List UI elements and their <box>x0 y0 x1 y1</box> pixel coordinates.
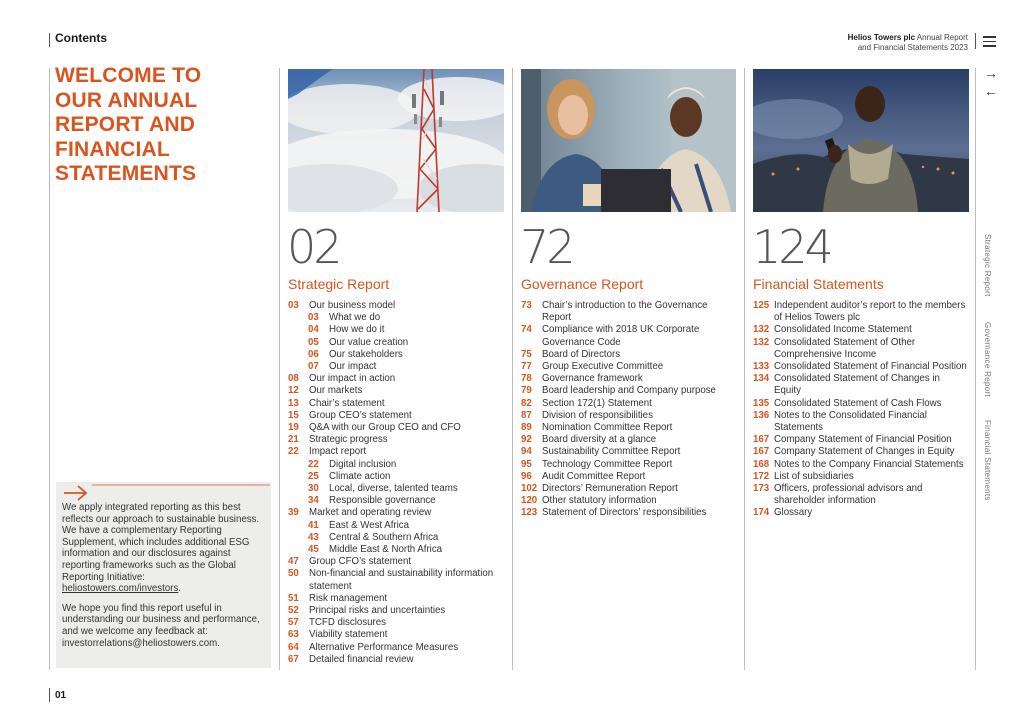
toc-item[interactable] <box>288 654 508 666</box>
section-title-financial[interactable]: Financial Statements <box>753 276 884 292</box>
toc-item-label: Alternative Performance Measures <box>309 641 459 653</box>
toc-item[interactable] <box>521 495 736 507</box>
toc-item[interactable] <box>288 568 508 592</box>
toc-item[interactable] <box>288 398 508 410</box>
toc-page-number: 95 <box>521 458 532 470</box>
intro-paragraph-1: We apply integrated reporting as this best reflects our approach to sustainable business. We have a complementary Reporting Supplement, which includes additional ESG information and our disclosures against reporting frameworks such as the Global Reporting Initiative: heliostowers.com/investors. <box>62 502 260 595</box>
toc-item[interactable] <box>288 410 508 422</box>
toc-page-number: 22 <box>288 446 299 458</box>
toc-item-label: Company Statement of Financial Position <box>774 434 952 446</box>
toc-page-number: 13 <box>288 397 299 409</box>
toc-page-number: 82 <box>521 397 532 409</box>
toc-item-label: Audit Committee Report <box>542 470 646 482</box>
toc-item-label: Central & Southern Africa <box>329 531 439 543</box>
toc-item[interactable] <box>288 544 508 556</box>
toc-item[interactable] <box>521 398 736 410</box>
toc-page-number: 67 <box>288 653 299 665</box>
toc-item-label: Our business model <box>309 300 396 311</box>
intro-paragraph-2: We hope you find this report useful in understanding our business and performance, and we welcome any feedback at: investorrelations@heliostowers.com. <box>62 602 260 649</box>
toc-item[interactable] <box>288 483 508 495</box>
toc-page-number: 123 <box>521 507 538 519</box>
toc-item[interactable] <box>288 471 508 483</box>
arrow-right-icon <box>62 484 270 502</box>
toc-item[interactable] <box>288 361 508 373</box>
toc-item[interactable] <box>521 422 736 434</box>
toc-item-label: Consolidated Statement of Cash Flows <box>774 397 942 409</box>
toc-item-label: Statement of Directors’ responsibilities <box>542 507 707 519</box>
toc-item-label: Consolidated Statement of Other Comprehensive Income <box>774 336 916 360</box>
phone-user-photo <box>753 69 969 212</box>
toc-item[interactable] <box>288 605 508 617</box>
toc-item-label: Responsible governance <box>329 495 436 507</box>
toc-page-number: 174 <box>753 507 770 519</box>
toc-item[interactable] <box>288 556 508 568</box>
toc-page-number: 73 <box>521 300 532 311</box>
toc-item[interactable] <box>288 642 508 654</box>
toc-item[interactable] <box>521 373 736 385</box>
toc-page-number: 134 <box>753 373 770 385</box>
toc-item-label: Notes to the Consolidated Financial Statements <box>774 409 927 434</box>
toc-item[interactable] <box>288 324 508 336</box>
toc-item[interactable] <box>288 312 508 324</box>
toc-item-label: Other statutory information <box>542 495 657 507</box>
toc-item-label: Market and operating review <box>309 507 432 519</box>
toc-item[interactable] <box>288 300 508 312</box>
toc-item[interactable] <box>288 520 508 532</box>
toc-page-number: 39 <box>288 507 299 519</box>
toc-item-label: What we do <box>329 312 381 324</box>
toc-page-number: 92 <box>521 434 532 446</box>
toc-item[interactable] <box>288 617 508 629</box>
toc-page-number: 45 <box>308 544 319 556</box>
toc-item-label: Division of responsibilities <box>542 409 653 421</box>
toc-item[interactable] <box>521 361 736 373</box>
tower-photo <box>288 69 504 212</box>
toc-item[interactable] <box>753 483 968 507</box>
toc-page-number: 63 <box>288 629 299 641</box>
side-tab-strategic[interactable]: Strategic Report <box>983 234 992 297</box>
toc-item[interactable] <box>288 495 508 507</box>
section-title-governance[interactable]: Governance Report <box>521 276 644 292</box>
toc-page-number: 102 <box>521 483 538 495</box>
intro-panel <box>56 482 271 668</box>
toc-item[interactable] <box>521 300 736 324</box>
company-name: Helios Towers plc <box>847 33 916 42</box>
toc-item-label: Officers, professional advisors and shareholder information <box>774 483 923 507</box>
toc-page-number: 135 <box>753 397 770 409</box>
toc-page-number: 30 <box>308 483 319 495</box>
toc-item-label: Technology Committee Report <box>542 458 673 470</box>
toc-item-label: How we do it <box>329 324 385 336</box>
toc-item[interactable] <box>521 324 736 348</box>
toc-item-label: Group CEO’s statement <box>309 409 412 421</box>
document-title <box>848 33 968 53</box>
toc-page-number: 167 <box>753 434 770 446</box>
toc-item[interactable] <box>288 373 508 385</box>
toc-item[interactable] <box>753 507 968 519</box>
toc-page-number: 43 <box>308 531 319 543</box>
toc-page-number: 15 <box>288 409 299 421</box>
toc-item-label: Viability statement <box>309 629 388 641</box>
toc-page-number: 74 <box>521 324 532 336</box>
toc-page-number: 64 <box>288 641 299 653</box>
toc-item[interactable] <box>288 349 508 361</box>
toc-page-number: 52 <box>288 605 299 617</box>
toc-page-number: 57 <box>288 617 299 629</box>
toc-page-number: 22 <box>308 458 319 470</box>
toc-item[interactable] <box>753 300 968 324</box>
toc-item-label: Compliance with 2018 UK Corporate Governance Code <box>542 324 700 348</box>
arrow-right-icon[interactable]: → <box>984 65 998 81</box>
toc-page-number: 89 <box>521 422 532 434</box>
toc-item-label: Our impact <box>329 361 377 373</box>
toc-item-label: TCFD disclosures <box>309 617 386 629</box>
toc-item-label: Our markets <box>309 385 363 397</box>
toc-item-label: Climate action <box>329 470 391 482</box>
toc-page-number: 173 <box>753 483 770 495</box>
toc-item-label: Detailed financial review <box>309 653 414 665</box>
toc-item-label: Directors’ Remuneration Report <box>542 483 678 495</box>
toc-item[interactable] <box>521 385 736 397</box>
toc-item-label: Consolidated Income Statement <box>774 324 912 336</box>
toc-item-label: Board leadership and Company purpose <box>542 385 716 397</box>
toc-item-label: Board diversity at a glance <box>542 434 657 446</box>
toc-item[interactable] <box>288 593 508 605</box>
toc-item[interactable] <box>288 459 508 471</box>
toc-item-label: Chair’s introduction to the Governance Report <box>542 300 708 324</box>
toc-page-number: 21 <box>288 434 299 446</box>
toc-item[interactable] <box>288 629 508 641</box>
toc-page-number: 34 <box>308 495 319 507</box>
toc-page-number: 94 <box>521 446 532 458</box>
toc-item-label: List of subsidiaries <box>774 470 854 482</box>
toc-item-label: Our impact in action <box>309 373 396 385</box>
toc-item-label: Strategic progress <box>309 434 388 446</box>
toc-page-number: 168 <box>753 458 770 470</box>
toc-page-number: 08 <box>288 373 299 385</box>
toc-item-label: Board of Directors <box>542 348 621 360</box>
toc-page-number: 06 <box>308 348 319 360</box>
doc-line1: Annual Report <box>916 33 968 42</box>
toc-page-number: 132 <box>753 324 770 336</box>
feedback-email[interactable]: investorrelations@heliostowers.com. <box>62 637 220 649</box>
toc-item[interactable] <box>521 459 736 471</box>
meeting-photo <box>521 69 736 212</box>
toc-item-label: Consolidated Statement of Changes in Equity <box>774 373 940 397</box>
toc-item-label: Digital inclusion <box>329 458 397 470</box>
toc-governance <box>521 300 736 520</box>
toc-page-number: 172 <box>753 470 770 482</box>
toc-page-number: 03 <box>288 300 299 311</box>
toc-item[interactable] <box>288 337 508 349</box>
toc-item[interactable] <box>753 446 968 458</box>
toc-page-number: 120 <box>521 495 538 507</box>
toc-item[interactable] <box>521 471 736 483</box>
side-tab-financial[interactable]: Financial Statements <box>983 420 992 501</box>
toc-item[interactable] <box>521 446 736 458</box>
toc-page-number: 51 <box>288 592 299 604</box>
toc-item[interactable] <box>521 507 736 519</box>
toc-item-label: Notes to the Company Financial Statements <box>774 458 964 470</box>
toc-item-label: Chair’s statement <box>309 397 385 409</box>
toc-item-label: Company Statement of Changes in Equity <box>774 446 955 458</box>
toc-page-number: 133 <box>753 361 770 373</box>
toc-financial <box>753 300 968 520</box>
toc-item[interactable] <box>753 398 968 410</box>
toc-item-label: Independent auditor’s report to the members of Helios Towers plc <box>774 300 966 324</box>
toc-page-number: 05 <box>308 336 319 348</box>
investors-link[interactable]: heliostowers.com/investors <box>62 583 179 595</box>
toc-item[interactable] <box>288 532 508 544</box>
toc-item-label: Risk management <box>309 592 388 604</box>
toc-item-label: Nomination Committee Report <box>542 422 673 434</box>
toc-page-number: 03 <box>308 312 319 324</box>
page-title: Contents <box>55 31 107 45</box>
toc-item-label: Group Executive Committee <box>542 361 664 373</box>
toc-item[interactable] <box>753 373 968 397</box>
toc-page-number: 19 <box>288 422 299 434</box>
toc-item-label: Middle East & North Africa <box>329 544 443 556</box>
toc-item[interactable] <box>521 483 736 495</box>
toc-item-label: Q&A with our Group CEO and CFO <box>309 422 461 434</box>
toc-item[interactable] <box>753 410 968 434</box>
toc-page-number: 41 <box>308 519 319 531</box>
doc-line2: and Financial Statements 2023 <box>857 43 968 52</box>
toc-item-label: Group CFO’s statement <box>309 556 412 568</box>
toc-item[interactable] <box>753 459 968 471</box>
toc-item-label: Our stakeholders <box>329 348 403 360</box>
toc-item-label: Section 172(1) Statement <box>542 397 652 409</box>
toc-item[interactable] <box>753 434 968 446</box>
toc-page-number: 136 <box>753 409 770 421</box>
toc-strategic <box>288 300 508 666</box>
toc-page-number: 50 <box>288 568 299 580</box>
toc-item[interactable] <box>521 410 736 422</box>
toc-item[interactable] <box>288 422 508 434</box>
toc-item[interactable] <box>521 349 736 361</box>
welcome-heading: WELCOME TO OUR ANNUAL REPORT AND FINANCIAL STATEMENTS <box>55 64 202 185</box>
toc-page-number: 12 <box>288 385 299 397</box>
toc-page-number: 04 <box>308 324 319 336</box>
toc-item[interactable] <box>753 471 968 483</box>
page-number: 01 <box>55 690 67 701</box>
toc-item-label: Local, diverse, talented teams <box>329 483 458 495</box>
section-number-financial: 124 <box>752 220 831 274</box>
section-number-strategic: 02 <box>287 220 340 274</box>
toc-item-label: East & West Africa <box>329 519 410 531</box>
toc-item[interactable] <box>288 434 508 446</box>
toc-page-number: 77 <box>521 361 532 373</box>
toc-page-number: 167 <box>753 446 770 458</box>
toc-page-number: 47 <box>288 556 299 568</box>
toc-item-label: Non-financial and sustainability information statement <box>309 568 494 592</box>
toc-page-number: 96 <box>521 470 532 482</box>
toc-item-label: Our value creation <box>329 336 409 348</box>
toc-item[interactable] <box>288 385 508 397</box>
toc-page-number: 25 <box>308 470 319 482</box>
toc-item-label: Consolidated Statement of Financial Position <box>774 361 967 373</box>
toc-page-number: 125 <box>753 300 770 311</box>
toc-item[interactable] <box>521 434 736 446</box>
arrow-left-icon[interactable]: ← <box>984 83 998 99</box>
toc-page-number: 132 <box>753 336 770 348</box>
toc-item[interactable] <box>288 507 508 519</box>
toc-item-label: Governance framework <box>542 373 643 385</box>
toc-item-label: Sustainability Committee Report <box>542 446 681 458</box>
toc-item[interactable] <box>753 324 968 336</box>
toc-page-number: 78 <box>521 373 532 385</box>
toc-page-number: 79 <box>521 385 532 397</box>
toc-item[interactable] <box>753 361 968 373</box>
section-title-strategic[interactable]: Strategic Report <box>288 276 390 292</box>
toc-item[interactable] <box>753 337 968 361</box>
toc-item-label: Glossary <box>774 507 813 519</box>
toc-item-label: Principal risks and uncertainties <box>309 605 446 617</box>
hamburger-menu-icon[interactable] <box>983 36 996 47</box>
toc-item-label: Impact report <box>309 446 367 458</box>
toc-item[interactable] <box>288 446 508 458</box>
section-number-governance: 72 <box>520 220 573 274</box>
toc-page-number: 75 <box>521 348 532 360</box>
toc-page-number: 87 <box>521 409 532 421</box>
toc-page-number: 07 <box>308 361 319 373</box>
side-tab-governance[interactable]: Governance Report <box>983 322 992 397</box>
